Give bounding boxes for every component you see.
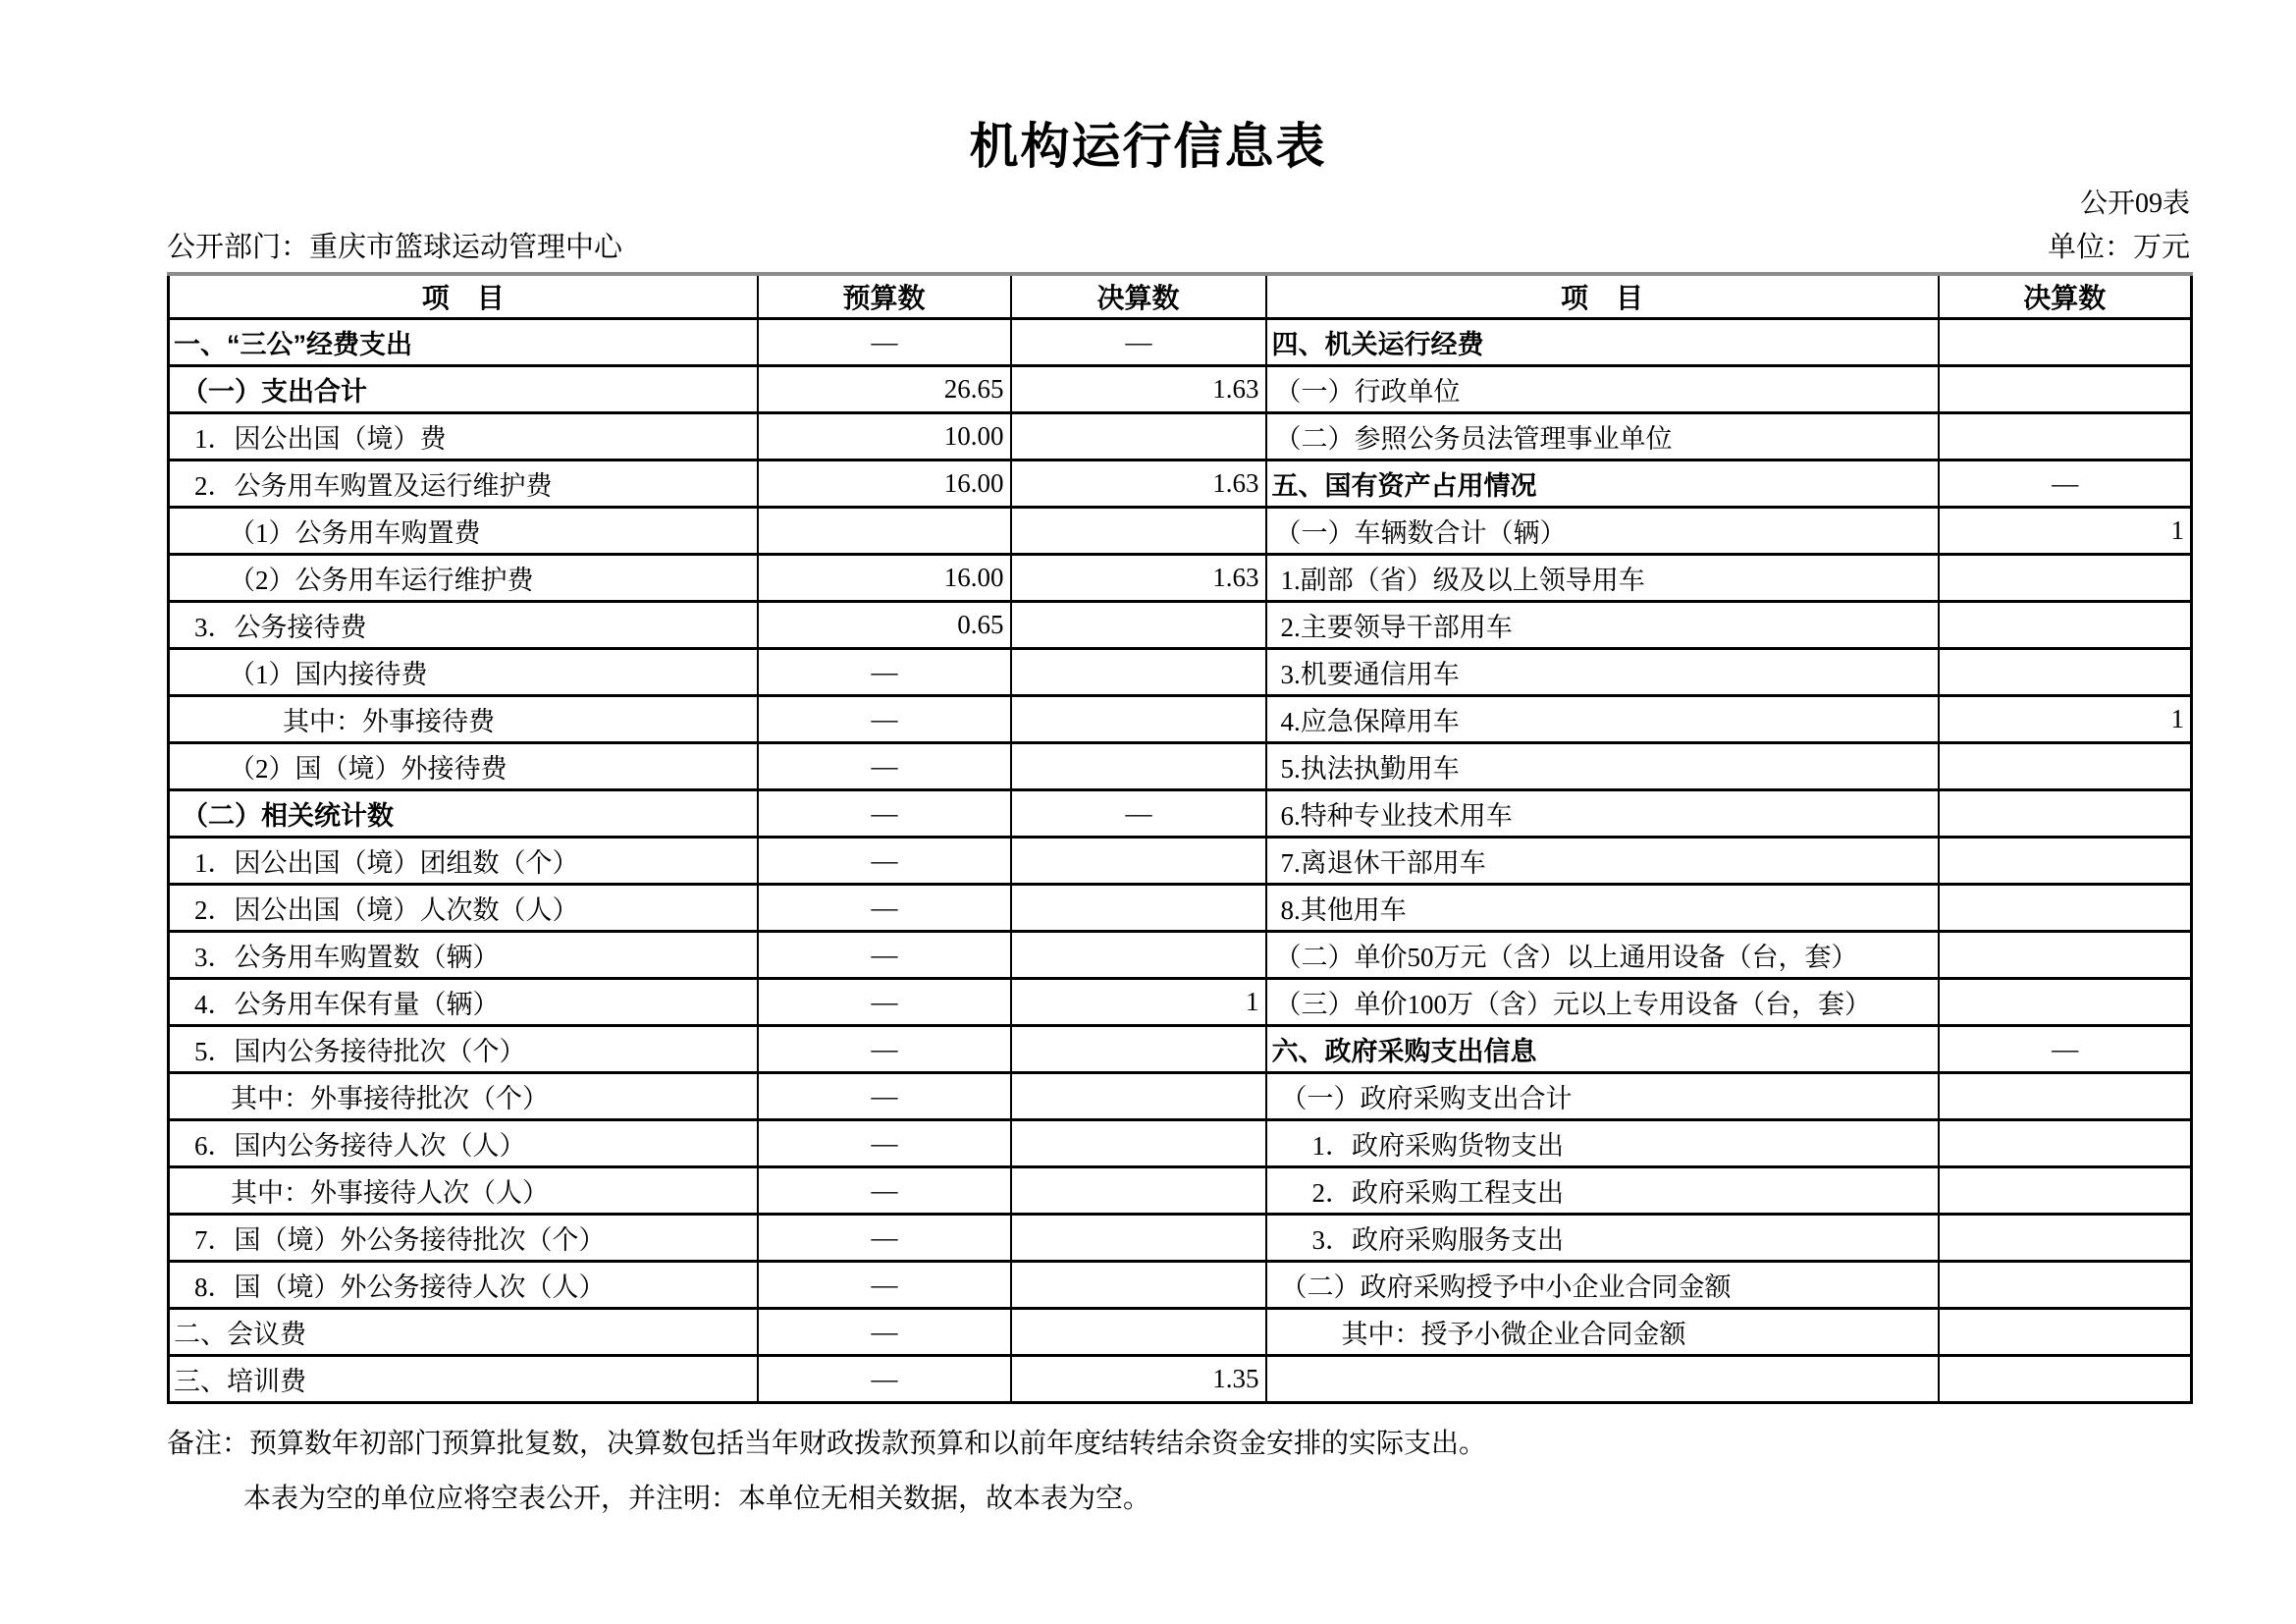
item-cell-left: （二）相关统计数 bbox=[169, 790, 758, 838]
final-cell-right bbox=[1939, 1309, 2192, 1356]
final-cell-left bbox=[1011, 743, 1266, 790]
final-cell-left bbox=[1011, 1026, 1266, 1073]
final-cell-right bbox=[1939, 413, 2192, 460]
item-cell-left: 2．公务用车购置及运行维护费 bbox=[169, 460, 758, 508]
final-cell-left: 1.63 bbox=[1011, 366, 1266, 413]
item-cell-left: （2）公务用车运行维护费 bbox=[169, 555, 758, 602]
header-budget: 预算数 bbox=[758, 274, 1011, 319]
final-cell-right bbox=[1939, 1073, 2192, 1120]
item-cell-right: 1.副部（省）级及以上领导用车 bbox=[1266, 555, 1939, 602]
budget-cell: — bbox=[758, 1026, 1011, 1073]
final-cell-left: — bbox=[1011, 790, 1266, 838]
item-cell-right: 5.执法执勤用车 bbox=[1266, 743, 1939, 790]
item-cell-left: 一、“三公”经费支出 bbox=[169, 319, 758, 366]
final-cell-left bbox=[1011, 696, 1266, 743]
budget-cell: 10.00 bbox=[758, 413, 1011, 460]
item-cell-right: 1．政府采购货物支出 bbox=[1266, 1120, 1939, 1167]
final-cell-right bbox=[1939, 602, 2192, 649]
item-cell-right: 7.离退休干部用车 bbox=[1266, 838, 1939, 885]
item-cell-right: 3.机要通信用车 bbox=[1266, 649, 1939, 696]
table-row bbox=[169, 555, 2192, 602]
item-cell-left: 8．国（境）外公务接待人次（人） bbox=[169, 1262, 758, 1309]
final-cell-right bbox=[1939, 932, 2192, 979]
item-cell-right: 六、政府采购支出信息 bbox=[1266, 1026, 1939, 1073]
table-row bbox=[169, 1026, 2192, 1073]
final-cell-left bbox=[1011, 1073, 1266, 1120]
final-cell-left bbox=[1011, 508, 1266, 555]
item-cell-left: 其中：外事接待批次（个） bbox=[169, 1073, 758, 1120]
final-cell-right: — bbox=[1939, 460, 2192, 508]
item-cell-left: 7．国（境）外公务接待批次（个） bbox=[169, 1215, 758, 1262]
item-cell-right: 四、机关运行经费 bbox=[1266, 319, 1939, 366]
item-cell-right: 五、国有资产占用情况 bbox=[1266, 460, 1939, 508]
final-cell-right bbox=[1939, 743, 2192, 790]
item-cell-left: 4．公务用车保有量（辆） bbox=[169, 979, 758, 1026]
item-cell-left: 6．国内公务接待人次（人） bbox=[169, 1120, 758, 1167]
item-cell-right: （二）单价50万元（含）以上通用设备（台，套） bbox=[1266, 932, 1939, 979]
final-cell-right bbox=[1939, 366, 2192, 413]
item-cell-left: 2．因公出国（境）人次数（人） bbox=[169, 885, 758, 932]
budget-cell: — bbox=[758, 979, 1011, 1026]
item-cell-left: （1）国内接待费 bbox=[169, 649, 758, 696]
item-cell-right: 4.应急保障用车 bbox=[1266, 696, 1939, 743]
final-cell-right bbox=[1939, 979, 2192, 1026]
budget-cell: 16.00 bbox=[758, 555, 1011, 602]
header-final-left: 决算数 bbox=[1011, 274, 1266, 319]
final-cell-left bbox=[1011, 649, 1266, 696]
budget-cell: — bbox=[758, 1120, 1011, 1167]
budget-cell: — bbox=[758, 1262, 1011, 1309]
item-cell-right: （三）单价100万（含）元以上专用设备（台，套） bbox=[1266, 979, 1939, 1026]
table-row bbox=[169, 508, 2192, 555]
final-cell-left bbox=[1011, 1309, 1266, 1356]
item-cell-left: （1）公务用车购置费 bbox=[169, 508, 758, 555]
item-cell-left: 1．因公出国（境）团组数（个） bbox=[169, 838, 758, 885]
final-cell-right: 1 bbox=[1939, 696, 2192, 743]
final-cell-left: 1.35 bbox=[1011, 1356, 1266, 1403]
table-row bbox=[169, 790, 2192, 838]
budget-cell: — bbox=[758, 743, 1011, 790]
final-cell-left: 1.63 bbox=[1011, 555, 1266, 602]
department-line: 公开部门：重庆市篮球运动管理中心 bbox=[167, 231, 623, 263]
final-cell-left bbox=[1011, 885, 1266, 932]
final-cell-right bbox=[1939, 319, 2192, 366]
final-cell-right bbox=[1939, 1120, 2192, 1167]
item-cell-left: 其中：外事接待人次（人） bbox=[169, 1167, 758, 1215]
budget-cell: — bbox=[758, 885, 1011, 932]
table-row bbox=[169, 460, 2192, 508]
final-cell-left bbox=[1011, 413, 1266, 460]
budget-cell: 26.65 bbox=[758, 366, 1011, 413]
note-line-2: 本表为空的单位应将空表公开，并注明：本单位无相关数据，故本表为空。 bbox=[243, 1483, 1151, 1514]
table-row bbox=[169, 1356, 2192, 1403]
item-cell-right: （一）行政单位 bbox=[1266, 366, 1939, 413]
budget-cell: — bbox=[758, 932, 1011, 979]
budget-cell: — bbox=[758, 649, 1011, 696]
final-cell-right bbox=[1939, 1262, 2192, 1309]
table-row bbox=[169, 366, 2192, 413]
budget-cell bbox=[758, 508, 1011, 555]
budget-cell: — bbox=[758, 838, 1011, 885]
final-cell-left bbox=[1011, 1167, 1266, 1215]
item-cell-right: （一）车辆数合计（辆） bbox=[1266, 508, 1939, 555]
final-cell-right bbox=[1939, 790, 2192, 838]
sheet bbox=[167, 188, 2190, 1516]
table-code: 公开09表 bbox=[2079, 189, 2190, 219]
item-cell-left: 三、培训费 bbox=[169, 1356, 758, 1403]
final-cell-right: — bbox=[1939, 1026, 2192, 1073]
budget-cell: 0.65 bbox=[758, 602, 1011, 649]
item-cell-left: 3．公务用车购置数（辆） bbox=[169, 932, 758, 979]
header-item-right: 项 目 bbox=[1266, 274, 1939, 319]
table-row bbox=[169, 932, 2192, 979]
budget-cell: — bbox=[758, 1167, 1011, 1215]
table-row bbox=[169, 743, 2192, 790]
final-cell-left bbox=[1011, 838, 1266, 885]
table-row bbox=[169, 413, 2192, 460]
final-cell-right bbox=[1939, 838, 2192, 885]
budget-cell: — bbox=[758, 1073, 1011, 1120]
item-cell-left: （2）国（境）外接待费 bbox=[169, 743, 758, 790]
page-title: 机构运行信息表 bbox=[969, 119, 1327, 174]
item-cell-right: （一）政府采购支出合计 bbox=[1266, 1073, 1939, 1120]
final-cell-right bbox=[1939, 649, 2192, 696]
unit-line: 单位：万元 bbox=[2047, 231, 2190, 263]
budget-cell: — bbox=[758, 1215, 1011, 1262]
item-cell-left: 1．因公出国（境）费 bbox=[169, 413, 758, 460]
item-cell-right: 3．政府采购服务支出 bbox=[1266, 1215, 1939, 1262]
header-final-right: 决算数 bbox=[1939, 274, 2192, 319]
final-cell-right bbox=[1939, 1356, 2192, 1403]
table-row bbox=[169, 1120, 2192, 1167]
note-line-1: 备注：预算数年初部门预算批复数，决算数包括当年财政拨款预算和以前年度结转结余资金安排的实际支出。 bbox=[167, 1429, 1487, 1460]
final-cell-left: 1 bbox=[1011, 979, 1266, 1026]
budget-cell: — bbox=[758, 1356, 1011, 1403]
final-cell-right bbox=[1939, 885, 2192, 932]
item-cell-left: 其中：外事接待费 bbox=[169, 696, 758, 743]
final-cell-left bbox=[1011, 1120, 1266, 1167]
table-row bbox=[169, 838, 2192, 885]
item-cell-right: 其中：授予小微企业合同金额 bbox=[1266, 1309, 1939, 1356]
item-cell-right bbox=[1266, 1356, 1939, 1403]
meta-line bbox=[167, 231, 2190, 265]
final-cell-left bbox=[1011, 1262, 1266, 1309]
budget-cell: — bbox=[758, 696, 1011, 743]
final-cell-right bbox=[1939, 555, 2192, 602]
item-cell-left: （一）支出合计 bbox=[169, 366, 758, 413]
table-row bbox=[169, 885, 2192, 932]
table-row bbox=[169, 319, 2192, 366]
table-row bbox=[169, 696, 2192, 743]
item-cell-right: （二）参照公务员法管理事业单位 bbox=[1266, 413, 1939, 460]
item-cell-left: 二、会议费 bbox=[169, 1309, 758, 1356]
final-cell-right bbox=[1939, 1167, 2192, 1215]
table-row bbox=[169, 979, 2192, 1026]
final-cell-left: 1.63 bbox=[1011, 460, 1266, 508]
table-row bbox=[169, 1215, 2192, 1262]
final-cell-left: — bbox=[1011, 319, 1266, 366]
header-item-left: 项 目 bbox=[169, 274, 758, 319]
table-row bbox=[169, 1309, 2192, 1356]
table-row bbox=[169, 1167, 2192, 1215]
final-cell-left bbox=[1011, 602, 1266, 649]
item-cell-left: 5．国内公务接待批次（个） bbox=[169, 1026, 758, 1073]
item-cell-right: 6.特种专业技术用车 bbox=[1266, 790, 1939, 838]
table-row bbox=[169, 649, 2192, 696]
table-row bbox=[169, 1262, 2192, 1309]
item-cell-right: 2．政府采购工程支出 bbox=[1266, 1167, 1939, 1215]
final-cell-left bbox=[1011, 932, 1266, 979]
budget-cell: — bbox=[758, 790, 1011, 838]
final-cell-left bbox=[1011, 1215, 1266, 1262]
institution-operation-table bbox=[167, 272, 2193, 1404]
budget-cell: — bbox=[758, 319, 1011, 366]
table-row bbox=[169, 1073, 2192, 1120]
table-row bbox=[169, 602, 2192, 649]
final-cell-right bbox=[1939, 1215, 2192, 1262]
budget-cell: 16.00 bbox=[758, 460, 1011, 508]
final-cell-right: 1 bbox=[1939, 508, 2192, 555]
item-cell-right: 2.主要领导干部用车 bbox=[1266, 602, 1939, 649]
header-row bbox=[169, 274, 2192, 319]
item-cell-right: 8.其他用车 bbox=[1266, 885, 1939, 932]
item-cell-right: （二）政府采购授予中小企业合同金额 bbox=[1266, 1262, 1939, 1309]
budget-cell: — bbox=[758, 1309, 1011, 1356]
item-cell-left: 3．公务接待费 bbox=[169, 602, 758, 649]
